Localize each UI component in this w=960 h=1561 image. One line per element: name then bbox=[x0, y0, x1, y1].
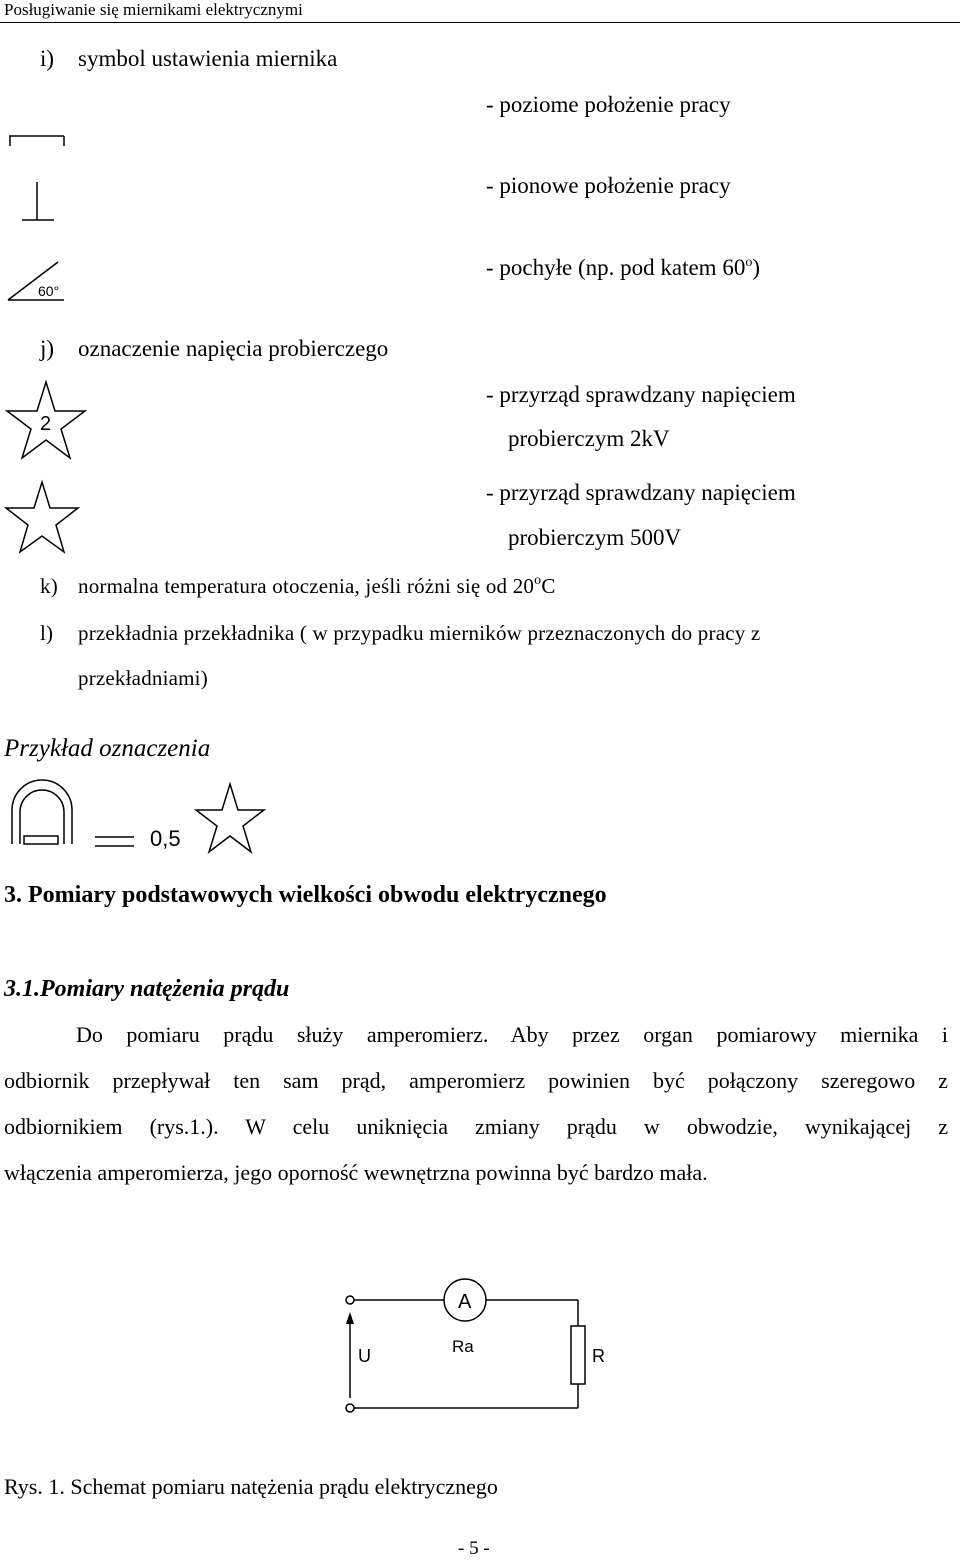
header-rule bbox=[0, 22, 960, 23]
ammeter-label: A bbox=[458, 1291, 472, 1313]
section-l-line1: przekładnia przekładnika ( w przypadku mierników przeznaczonych do pracy z bbox=[78, 621, 761, 645]
test-voltage-2kv-line1: - przyrząd sprawdzany napięciem bbox=[486, 382, 796, 407]
voltage-label: U bbox=[358, 1346, 371, 1366]
section-i-label: i) bbox=[40, 46, 55, 71]
section-l-label: l) bbox=[40, 621, 54, 645]
header-title: Posługiwanie się miernikami elektrycznymi bbox=[4, 0, 303, 19]
ammeter-paragraph bbox=[4, 1012, 948, 1196]
resistor-r bbox=[571, 1326, 585, 1384]
paragraph-line: włączenia amperomierza, jego oporność wewnętrzna powinna być bardzo mała. bbox=[4, 1160, 708, 1185]
moving-iron-icon bbox=[6, 776, 80, 852]
star-icon bbox=[2, 478, 82, 556]
section-3-1-heading: 3.1.Pomiary natężenia prądu bbox=[4, 976, 290, 1002]
voltage-arrowhead bbox=[346, 1312, 354, 1324]
paragraph-line: odbiornikiem (rys.1.). W celu uniknięcia zmiany prądu w obwodzie, wynikającej z bbox=[4, 1114, 948, 1139]
section-k-text: normalna temperatura otoczenia, jeśli różni się od 20$^o$C bbox=[78, 573, 556, 598]
terminal-bottom bbox=[346, 1404, 354, 1412]
horizontal-position-small-icon bbox=[94, 834, 138, 852]
horizontal-position-text: - poziome położenie pracy bbox=[486, 92, 731, 117]
test-voltage-500v-line1: - przyrząd sprawdzany napięciem bbox=[486, 480, 796, 505]
star-2-icon bbox=[4, 378, 88, 462]
ammeter-resistance-label: Ra bbox=[452, 1337, 474, 1356]
figure-caption: Rys. 1. Schemat pomiaru natężenia prądu elektrycznego bbox=[4, 1474, 498, 1499]
section-j-label: j) bbox=[40, 336, 55, 361]
section-k-label: k) bbox=[40, 574, 58, 598]
section-j-title: oznaczenie napięcia probierczego bbox=[78, 336, 389, 361]
tilted-position-text: - pochyłe (np. pod katem 60$^o$) bbox=[486, 255, 760, 280]
tilted-position-icon bbox=[4, 254, 68, 306]
paragraph-line: odbiornik przepływał ten sam prąd, amperomierz powinien być połączony szeregowo z bbox=[4, 1068, 948, 1093]
test-voltage-500v-line2: probierczym 500V bbox=[508, 525, 682, 550]
resistor-label: R bbox=[592, 1346, 605, 1366]
page-number: - 5 - bbox=[458, 1538, 490, 1559]
terminal-top bbox=[346, 1296, 354, 1304]
section-3-heading: 3. Pomiary podstawowych wielkości obwodu elektrycznego bbox=[4, 882, 607, 908]
section-i-title: symbol ustawienia miernika bbox=[78, 46, 338, 71]
vertical-position-icon bbox=[20, 180, 60, 226]
star-2-label: 2 bbox=[40, 413, 52, 435]
horizontal-position-icon bbox=[8, 134, 68, 148]
section-l-line2: przekładniami) bbox=[78, 666, 208, 690]
tilted-angle-label: 60° bbox=[38, 283, 60, 299]
vertical-position-text: - pionowe położenie pracy bbox=[486, 173, 731, 198]
ammeter-circuit-diagram bbox=[340, 1270, 630, 1430]
star-example-icon bbox=[192, 780, 268, 856]
test-voltage-2kv-line2: probierczym 2kV bbox=[508, 426, 670, 451]
page-header bbox=[0, 0, 960, 24]
accuracy-class-label: 0,5 bbox=[150, 826, 181, 851]
paragraph-line: Do pomiaru prądu służy amperomierz. Aby przez organ pomiarowy miernika i bbox=[76, 1022, 948, 1047]
example-title: Przykład oznaczenia bbox=[4, 735, 211, 762]
